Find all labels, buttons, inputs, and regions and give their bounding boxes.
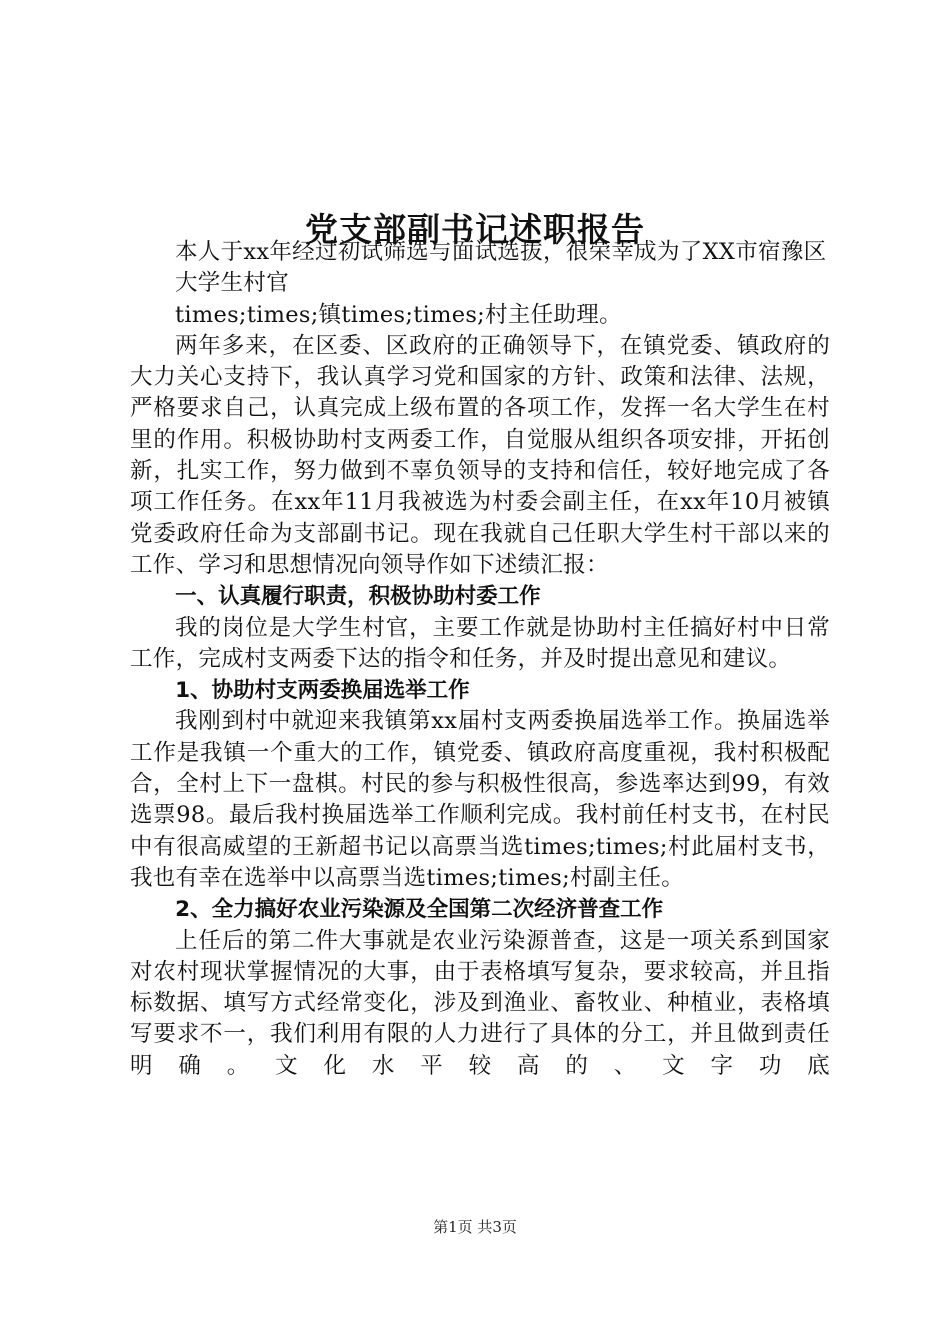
paragraph: 我刚到村中就迎来我镇第xx届村支两委换届选举工作。换届选举工作是我镇一个重大的工作，镇党委、镇政府高度重视，我村积极配合，全村上下一盘棋。村民的参与积极性很高，参选率达到99，有效选票98。最后我村换届选举工作顺利完成。我村前任村支书，在村民中有很高威望的王新超书记以高票当选times;times;村此届村支书，我也有幸在选举中以高票当选times;times;村副主任。 (130, 708, 830, 891)
paragraph: 我的岗位是大学生村官，主要工作就是协助村主任搞好村中日常工作，完成村支两委下达的指令和任务，并及时提出意见和建议。 (130, 614, 830, 672)
page-footer: 第1页 共3页 (433, 1218, 517, 1236)
subsection-heading: 2、全力搞好农业污染源及全国第二次经济普查工作 (175, 897, 664, 923)
document-body (130, 237, 830, 1082)
paragraph: 本人于xx年经过初试筛选与面试选拔，很荣幸成为了XX市宿豫区 (175, 239, 827, 265)
paragraph: times;times;镇times;times;村主任助理。 (175, 301, 622, 328)
paragraph: 大学生村官 (175, 270, 290, 297)
subsection-heading: 1、协助村支两委换届选举工作 (175, 678, 470, 704)
paragraph: 上任后的第二件大事就是农业污染源普查，这是一项关系到国家对农村现状掌握情况的大事，由于表格填写复杂，要求较高，并且指标数据、填写方式经常变化，涉及到渔业、畜牧业、种植业，表格填写要求不一，我们利用有限的人力进行了具体的分工，并且做到责任明确。文化水平较高的、文字功底 (130, 927, 830, 1079)
paragraph: 两年多来，在区委、区政府的正确领导下，在镇党委、镇政府的大力关心支持下，我认真学习党和国家的方针、政策和法律、法规，严格要求自己，认真完成上级布置的各项工作，发挥一名大学生在村里的作用。积极协助村支两委工作，自觉服从组织各项安排，开拓创新，扎实工作，努力做到不辜负领导的支持和信任，较好地完成了各项工作任务。在xx年11月我被选为村委会副主任，在xx年10月被镇党委政府任命为支部副书记。现在我就自己任职大学生村干部以来的工作、学习和思想情况向领导作如下述绩汇报： (130, 332, 830, 578)
section-heading: 一、认真履行职责，积极协助村委工作 (175, 584, 541, 610)
document-title: 党支部副书记述职报告 (305, 210, 645, 250)
